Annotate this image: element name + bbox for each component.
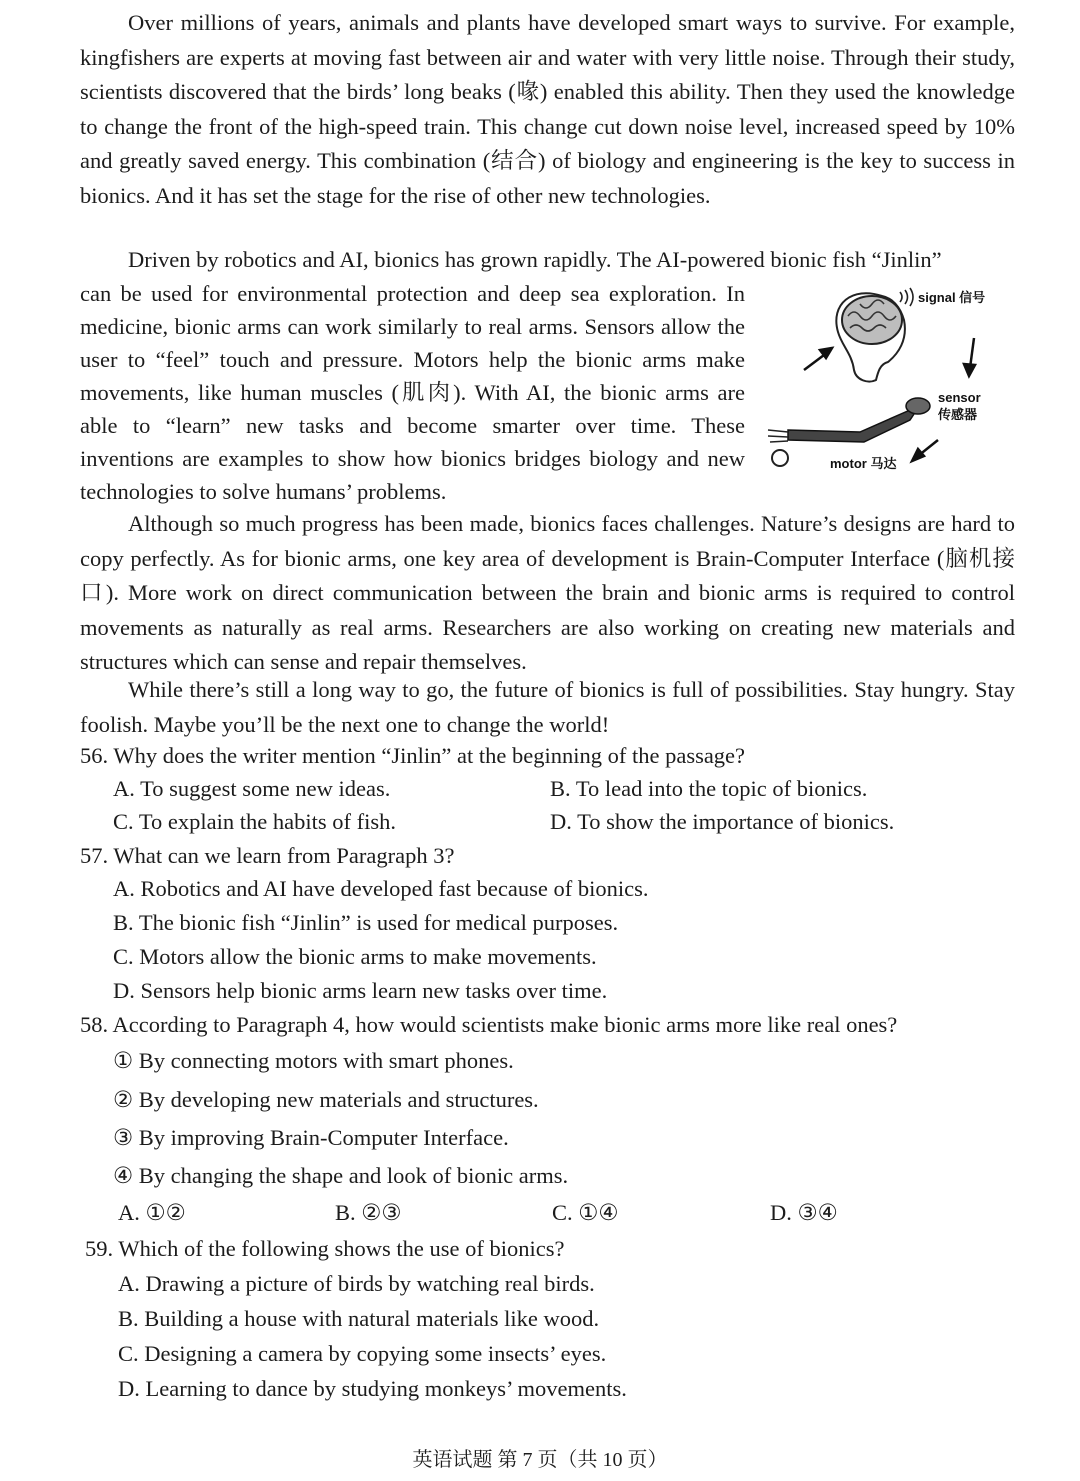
question-58-item-1: ① By connecting motors with smart phones. bbox=[113, 1048, 514, 1073]
question-58-item-3: ③ By improving Brain-Computer Interface. bbox=[113, 1125, 509, 1150]
page-footer: 英语试题 第 7 页（共 10 页） bbox=[412, 1449, 668, 1471]
brain-icon bbox=[842, 296, 902, 344]
question-56-option-c[interactable]: C. To explain the habits of fish. bbox=[113, 809, 396, 834]
question-58-option-c[interactable]: C. ①④ bbox=[552, 1200, 619, 1225]
question-59-option-b[interactable]: B. Building a house with natural materials like wood. bbox=[118, 1306, 600, 1331]
passage-paragraph-2-line-1: Driven by robotics and AI, bionics has grown rapidly. The AI-powered bionic fish “Jinlin” bbox=[128, 247, 942, 272]
question-58-option-d[interactable]: D. ③④ bbox=[770, 1200, 838, 1225]
question-56-option-d[interactable]: D. To show the importance of bionics. bbox=[550, 809, 895, 834]
arrow-up-icon bbox=[804, 348, 832, 370]
signal-waves-icon bbox=[900, 288, 913, 306]
question-57-option-d[interactable]: D. Sensors help bionic arms learn new tasks over time. bbox=[113, 978, 608, 1003]
bionic-arm-diagram bbox=[760, 280, 1020, 480]
passage-paragraph-3: Although so much progress has been made, bionics faces challenges. Nature’s designs are hard to copy perfectly. As for bionic arms, one key area of development is Brain-Computer Interface (脑机接口). More work on direct communication between the brain and bionic arms is required to control movements as naturally as real arms. Researchers are also working on creating new materials and structures which can sense and repair themselves. bbox=[80, 511, 1015, 674]
question-57-option-b[interactable]: B. The bionic fish “Jinlin” is used for medical purposes. bbox=[113, 910, 619, 935]
question-56-option-a[interactable]: A. To suggest some new ideas. bbox=[113, 776, 391, 801]
arrow-down-icon bbox=[964, 338, 975, 376]
question-57-stem: 57. What can we learn from Paragraph 3? bbox=[80, 843, 455, 868]
question-56-stem: 56. Why does the writer mention “Jinlin” at the beginning of the passage? bbox=[80, 743, 746, 768]
question-57-option-a[interactable]: A. Robotics and AI have developed fast because of bionics. bbox=[113, 876, 649, 901]
question-57-option-c[interactable]: C. Motors allow the bionic arms to make movements. bbox=[113, 944, 597, 969]
question-59-option-a[interactable]: A. Drawing a picture of birds by watching real birds. bbox=[118, 1271, 595, 1296]
question-59-option-d[interactable]: D. Learning to dance by studying monkeys’ movements. bbox=[118, 1376, 627, 1401]
sensor-label: sensor bbox=[938, 390, 981, 405]
bionic-arm-figure bbox=[760, 280, 1020, 480]
question-56-option-b[interactable]: B. To lead into the topic of bionics. bbox=[550, 776, 868, 801]
question-58-stem: 58. According to Paragraph 4, how would scientists make bionic arms more like real ones? bbox=[80, 1012, 898, 1037]
arrow-left-down-icon bbox=[912, 440, 938, 461]
question-58-option-a[interactable]: A. ①② bbox=[118, 1200, 186, 1225]
question-59-option-c[interactable]: C. Designing a camera by copying some insects’ eyes. bbox=[118, 1341, 607, 1366]
passage-paragraph-1: Over millions of years, animals and plants have developed smart ways to survive. For example, kingfishers are experts at moving fast between air and water with very little noise. Through their study, scientists discovered that the birds’ long beaks (喙) enabled this ability. Then they used the knowledge to change the front of the high-speed train. This change cut down noise level, increased speed by 10% and greatly saved energy. This combination (结合) of biology and engineering is the key to success in bionics. And it has set the stage for the rise of other new technologies. bbox=[80, 10, 1015, 208]
question-58-item-2: ② By developing new materials and structures. bbox=[113, 1087, 539, 1112]
question-58-item-4: ④ By changing the shape and look of bionic arms. bbox=[113, 1163, 569, 1188]
signal-label: signal 信号 bbox=[918, 290, 986, 305]
motor-label: motor 马达 bbox=[830, 456, 897, 471]
sensor-cn-label: 传感器 bbox=[938, 407, 978, 422]
passage-paragraph-4: While there’s still a long way to go, the future of bionics is full of possibilities. Stay hungry. Stay foolish. Maybe you’ll be the next one to change the world! bbox=[80, 677, 1015, 737]
question-58-option-b[interactable]: B. ②③ bbox=[335, 1200, 402, 1225]
passage-paragraph-2: can be used for environmental protection and deep sea exploration. In medicine, bionic arms can work similarly to real arms. Sensors allow the user to “feel” touch and pressure. Motors help the bionic arms make movements, like human muscles (肌肉). With AI, the bionic arms are able to “learn” new tasks and become smarter over time. These inventions are examples to show how bionics bridges biology and new technologies to solve humans’ problems. bbox=[80, 281, 745, 504]
question-59-stem: 59. Which of the following shows the use of bionics? bbox=[85, 1236, 565, 1261]
